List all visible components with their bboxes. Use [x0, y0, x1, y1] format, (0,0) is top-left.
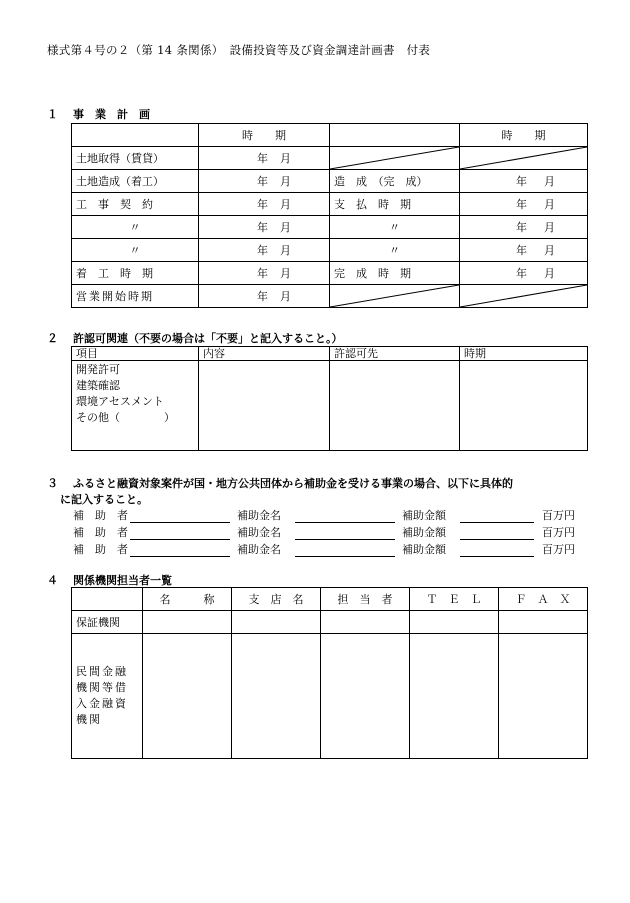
subsidy-amount-field[interactable]: [460, 510, 534, 523]
section-4-number: ４: [47, 574, 58, 587]
branch-cell[interactable]: [232, 611, 321, 634]
applicant-field[interactable]: [130, 510, 230, 523]
contact-cell[interactable]: [321, 611, 410, 634]
subsidy-row: [73, 507, 575, 523]
table-row: [72, 588, 588, 611]
table-row: [72, 216, 588, 239]
table-row: [72, 285, 588, 308]
col-header-tel: Ｔ Ｅ Ｌ: [410, 588, 499, 611]
label-subsidy-name: 補助金名: [237, 509, 281, 522]
section-3-number: ３: [47, 477, 58, 490]
label-applicant: 補 助 者: [73, 526, 128, 539]
table-row: [72, 170, 588, 193]
table-row: [72, 193, 588, 216]
period-header-left: 時 期: [199, 124, 330, 147]
label-applicant: 補 助 者: [73, 509, 128, 522]
page-title: 様式第４号の２（第 14 条関係） 設備投資等及び資金調達計画書 付表: [47, 43, 431, 57]
content-cell[interactable]: [199, 361, 330, 451]
row-label-payment-timing: 支 払 時 期: [330, 193, 460, 216]
row-label-construction-start: 着 工 時 期: [72, 262, 199, 285]
row-label-guarantor: 保証機関: [72, 611, 143, 634]
tel-cell[interactable]: [410, 611, 499, 634]
label-applicant: 補 助 者: [73, 543, 128, 556]
period-cell[interactable]: 年 月: [199, 216, 330, 239]
table-row: [72, 611, 588, 634]
row-label-land-development: 土地造成（着工）: [72, 170, 199, 193]
col-header-item: 項目: [72, 347, 199, 361]
subsidy-row: [73, 524, 575, 540]
unit-million-yen: 百万円: [542, 526, 575, 539]
table-row: [72, 147, 588, 170]
subsidy-amount-field[interactable]: [460, 527, 534, 540]
table-row: [72, 124, 588, 147]
row-label-ditto: 〃: [330, 239, 460, 262]
period-cell[interactable]: 年 月: [199, 170, 330, 193]
period-cell[interactable]: 年 月: [199, 285, 330, 308]
period-cell[interactable]: 年 月: [199, 239, 330, 262]
applicant-field[interactable]: [130, 527, 230, 540]
table-row: [72, 361, 588, 451]
period-cell[interactable]: 年 月: [460, 170, 588, 193]
permit-item-development: 開発許可: [76, 363, 120, 376]
period-cell[interactable]: 年 月: [199, 147, 330, 170]
section-1-title: 事 業 計 画: [73, 108, 150, 121]
name-cell[interactable]: [143, 611, 232, 634]
section-3-title-line2: に記入すること。: [60, 493, 148, 506]
period-cell[interactable]: 年 月: [460, 216, 588, 239]
timing-cell[interactable]: [460, 361, 588, 451]
applicant-field[interactable]: [130, 544, 230, 557]
permit-item-building: 建築確認: [76, 379, 120, 392]
period-cell[interactable]: 年 月: [199, 262, 330, 285]
period-cell[interactable]: 年 月: [460, 193, 588, 216]
subsidy-amount-field[interactable]: [460, 544, 534, 557]
col-header-content: 内容: [199, 347, 330, 361]
row-label-ditto: 〃: [72, 239, 199, 262]
section-1-number: １: [47, 108, 58, 121]
label-subsidy-amount: 補助金額: [402, 543, 446, 556]
col-header-contact-person: 担 当 者: [321, 588, 410, 611]
contact-cell[interactable]: [321, 634, 410, 759]
permit-authority-cell[interactable]: [330, 361, 460, 451]
section-2-number: ２: [47, 332, 58, 345]
branch-cell[interactable]: [232, 634, 321, 759]
label-subsidy-name: 補助金名: [237, 543, 281, 556]
col-header-timing: 時期: [460, 347, 588, 361]
row-label-ditto: 〃: [330, 216, 460, 239]
name-cell[interactable]: [143, 634, 232, 759]
period-cell[interactable]: 年 月: [199, 193, 330, 216]
label-subsidy-amount: 補助金額: [402, 526, 446, 539]
fax-cell[interactable]: [499, 634, 588, 759]
col-header-branch: 支 店 名: [232, 588, 321, 611]
business-plan-table: [71, 123, 588, 308]
col-header-name: 名 称: [143, 588, 232, 611]
table-row: [72, 262, 588, 285]
section-1-heading: [47, 106, 150, 122]
permit-item-environment: 環境アセスメント: [76, 395, 164, 408]
subsidy-name-field[interactable]: [295, 510, 395, 523]
table-row: [72, 634, 588, 759]
col-header-permit-authority: 許認可先: [330, 347, 460, 361]
row-label-development-complete: 造 成 （完 成）: [330, 170, 460, 193]
diagonal-cell: [330, 147, 460, 170]
row-label-private-financial: 民間金融 機関等借 入金融資 機関: [72, 634, 143, 759]
table-row: [72, 347, 588, 361]
unit-million-yen: 百万円: [542, 543, 575, 556]
section-4-title: 関係機関担当者一覧: [73, 574, 172, 587]
permits-table: [71, 346, 588, 451]
section-3-heading: [47, 475, 513, 491]
diagonal-cell: [460, 285, 588, 308]
tel-cell[interactable]: [410, 634, 499, 759]
section-2-heading: [47, 330, 343, 346]
row-label-land-acquisition: 土地取得（賃貸）: [72, 147, 199, 170]
contacts-table: [71, 587, 588, 759]
permit-items: [72, 361, 199, 451]
subsidy-name-field[interactable]: [295, 544, 395, 557]
permit-item-other: その他（ ）: [76, 411, 175, 424]
row-label-construction-contract: 工 事 契 約: [72, 193, 199, 216]
label-subsidy-amount: 補助金額: [402, 509, 446, 522]
section-4-heading: [47, 572, 172, 588]
section-2-title: 許認可関連（不要の場合は「不要」と記入すること。）: [73, 332, 343, 345]
row-label-business-start: 営業開始時期: [72, 285, 199, 308]
diagonal-cell: [330, 285, 460, 308]
period-cell[interactable]: 年 月: [460, 239, 588, 262]
unit-million-yen: 百万円: [542, 509, 575, 522]
period-cell[interactable]: 年 月: [460, 262, 588, 285]
row-label-completion-timing: 完 成 時 期: [330, 262, 460, 285]
fax-cell[interactable]: [499, 611, 588, 634]
label-subsidy-name: 補助金名: [237, 526, 281, 539]
section-3-title-line1: ふるさと融資対象案件が国・地方公共団体から補助金を受ける事業の場合、以下に具体的: [73, 477, 513, 490]
subsidy-row: [73, 541, 575, 557]
diagonal-cell: [460, 147, 588, 170]
row-label-ditto: 〃: [72, 216, 199, 239]
table-row: [72, 239, 588, 262]
col-header-fax: Ｆ Ａ Ｘ: [499, 588, 588, 611]
period-header-right: 時 期: [460, 124, 588, 147]
subsidy-name-field[interactable]: [295, 527, 395, 540]
